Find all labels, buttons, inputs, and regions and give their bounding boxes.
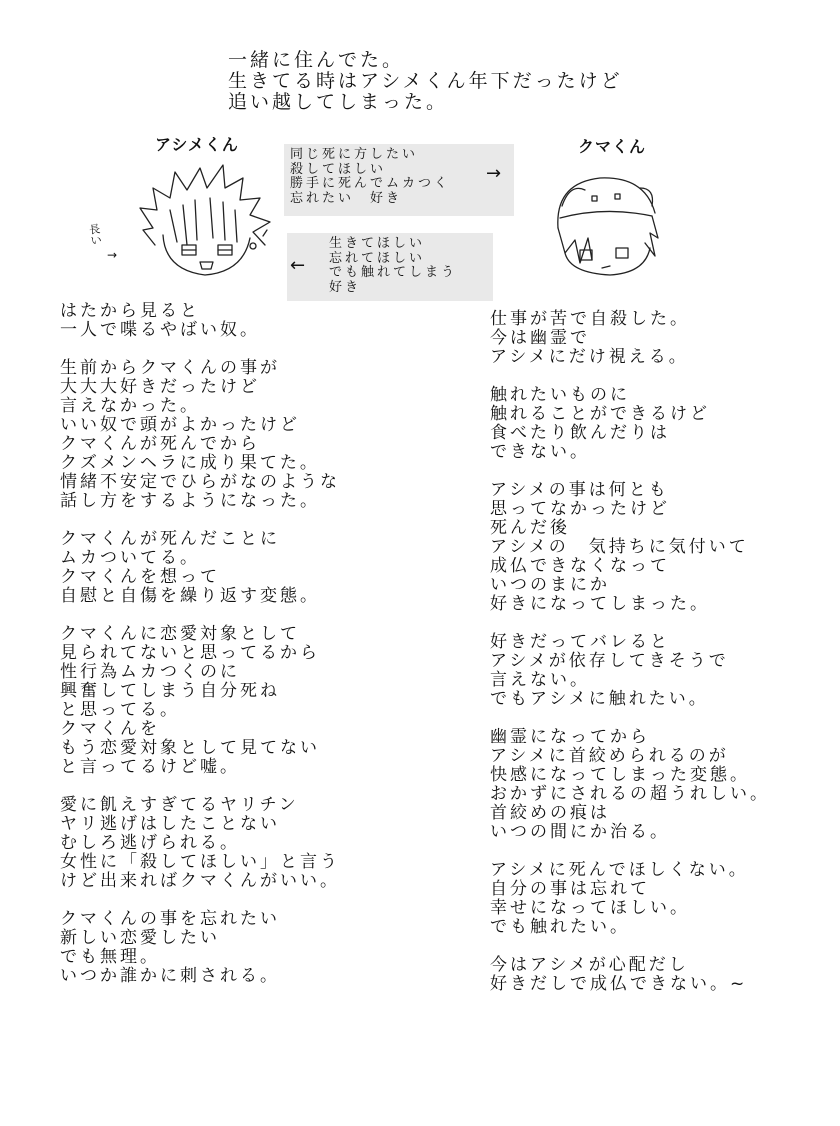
text-line: クマくんを想って bbox=[60, 567, 220, 587]
text-line: でもアシメに触れたい。 bbox=[490, 689, 709, 709]
asime-paragraph bbox=[60, 530, 420, 606]
asime-paragraph bbox=[60, 910, 420, 986]
text-line: 新しい恋愛したい bbox=[60, 928, 220, 948]
text-line: 食べたり飲んだりは bbox=[490, 423, 670, 443]
bubble-line: 忘れてほしい bbox=[329, 250, 426, 266]
text-line: 興奮してしまう自分死ね bbox=[60, 681, 280, 701]
intro-line: 追い越してしまった。 bbox=[228, 91, 449, 113]
text-line: 今はアシメが心配だし bbox=[490, 955, 689, 975]
text-line: と言ってるけど嘘。 bbox=[60, 757, 240, 777]
text-line: 快感になってしまった変態。 bbox=[490, 765, 750, 785]
asime-name: アシメくん bbox=[155, 135, 239, 154]
hair-note: 長い bbox=[88, 222, 103, 248]
text-line: 見られてないと思ってるから bbox=[60, 643, 320, 663]
text-line: むしろ逃げられる。 bbox=[60, 833, 240, 853]
asime-chibi-illustration bbox=[125, 150, 285, 285]
text-line: 情緒不安定でひらがなのような bbox=[60, 472, 340, 492]
text-line: クマくんに恋愛対象として bbox=[60, 624, 300, 644]
text-line: 自分の事は忘れて bbox=[490, 879, 650, 899]
text-line: アシメの 気持ちに気付いて bbox=[490, 537, 749, 557]
text-line: 自慰と自傷を繰り返す変態。 bbox=[60, 586, 320, 606]
text-line: もう恋愛対象として見てない bbox=[60, 738, 320, 758]
text-line: クマくんの事を忘れたい bbox=[60, 909, 280, 929]
asime-description bbox=[60, 302, 420, 1005]
feelings-bubble-kuma bbox=[287, 233, 493, 301]
text-line: いつか誰かに刺される。 bbox=[60, 966, 280, 986]
text-line: ムカついてる。 bbox=[60, 548, 200, 568]
text-line: 言えない。 bbox=[490, 670, 590, 690]
text-line: 触れたいものに bbox=[490, 385, 630, 405]
text-line: クマくんが死んだことに bbox=[60, 529, 280, 549]
text-line: 成仏できなくなって bbox=[490, 556, 670, 576]
text-line: クズメンヘラに成り果てた。 bbox=[60, 453, 320, 473]
asime-paragraph bbox=[60, 359, 420, 511]
text-line: 好きになってしまった。 bbox=[490, 594, 710, 614]
bubble-line: 勝手に死んでムカつく bbox=[290, 176, 451, 191]
text-line: 性行為ムカつくのに bbox=[60, 662, 240, 682]
text-line bbox=[490, 975, 835, 994]
text-line: 話し方をするようになった。 bbox=[60, 491, 320, 511]
bubble-line: でも触れてしまう bbox=[329, 265, 458, 280]
asime-paragraph bbox=[60, 796, 420, 891]
asime-paragraph bbox=[60, 302, 420, 340]
kuma-paragraph bbox=[490, 633, 835, 709]
bubble-line: 忘れたい 好き bbox=[290, 190, 403, 206]
kuma-paragraph bbox=[490, 861, 835, 937]
text-line: でも無理。 bbox=[60, 947, 160, 967]
text-line: おかずにされるの超うれしい。 bbox=[490, 784, 770, 804]
kuma-paragraph bbox=[490, 481, 835, 614]
text-line: アシメに首絞められるのが bbox=[490, 746, 729, 766]
kuma-description bbox=[490, 310, 835, 1013]
text-line: 好きだってバレると bbox=[490, 632, 670, 652]
kuma-paragraph bbox=[490, 386, 835, 462]
text-line: 思ってなかったけど bbox=[490, 499, 670, 519]
feelings-bubble-asime bbox=[284, 144, 514, 216]
kuma-paragraph bbox=[490, 310, 835, 367]
kuma-paragraph bbox=[490, 728, 835, 842]
bubble-line: 好き bbox=[329, 279, 362, 295]
text-line: 幸せになってほしい。 bbox=[490, 898, 690, 918]
text-line: クマくんを bbox=[60, 719, 160, 739]
left-arrow: ← bbox=[290, 255, 306, 276]
text-line: アシメが依存してきそうで bbox=[490, 651, 729, 671]
text-line: できない。 bbox=[490, 442, 590, 462]
text-line: 愛に飢えすぎてるヤリチン bbox=[60, 795, 299, 815]
text-line: 首絞めの痕は bbox=[490, 803, 610, 823]
text-line: 女性に「殺してほしい」と言う bbox=[60, 852, 340, 872]
text-line: 幽霊になってから bbox=[490, 727, 650, 747]
text-line: けど出来ればクマくんがいい。 bbox=[60, 871, 340, 891]
text-line: いつの間にか治る。 bbox=[490, 822, 670, 842]
bubble-line: 殺してほしい bbox=[290, 161, 387, 177]
text-line: 大大大好きだったけど bbox=[60, 377, 260, 397]
asime-paragraph bbox=[60, 625, 420, 777]
intro-text bbox=[228, 50, 623, 113]
text-line: 一人で喋るやばい奴。 bbox=[60, 320, 260, 340]
text-line: いい奴で頭がよかったけど bbox=[60, 415, 300, 435]
text-line: クマくんが死んでから bbox=[60, 434, 260, 454]
text-line: 死んだ後 bbox=[490, 518, 570, 538]
intro-line: 一緒に住んでた。 bbox=[228, 49, 405, 71]
text-line: アシメの事は何とも bbox=[490, 480, 669, 500]
intro-line: 生きてる時はアシメくん年下だったけど bbox=[228, 70, 623, 92]
text-line: 言えなかった。 bbox=[60, 396, 200, 416]
kuma-name: クマくん bbox=[578, 137, 647, 156]
right-arrow: → bbox=[486, 163, 502, 184]
text-line-content: 好きだしで成仏できない。 bbox=[490, 974, 730, 994]
text-line: 仕事が苦で自殺した。 bbox=[490, 309, 690, 329]
text-line: はたから見ると bbox=[60, 301, 200, 321]
kuma-chibi-illustration bbox=[540, 168, 675, 278]
hair-note-arrow: → bbox=[107, 248, 118, 262]
text-line: でも触れたい。 bbox=[490, 917, 630, 937]
text-line: アシメにだけ視える。 bbox=[490, 347, 689, 367]
wavy-end-mark: ~ bbox=[730, 974, 748, 994]
text-line: アシメに死んでほしくない。 bbox=[490, 860, 749, 880]
kuma-paragraph bbox=[490, 956, 835, 994]
text-line: いつのまにか bbox=[490, 575, 610, 595]
text-line: 触れることができるけど bbox=[490, 404, 710, 424]
text-line: 生前からクマくんの事が bbox=[60, 358, 280, 378]
bubble-line: 同じ死に方したい bbox=[290, 147, 419, 162]
text-line: と思ってる。 bbox=[60, 700, 180, 720]
text-line: ヤリ逃げはしたことない bbox=[60, 814, 280, 834]
bubble-line: 生きてほしい bbox=[329, 236, 426, 251]
text-line: 今は幽霊で bbox=[490, 328, 590, 348]
